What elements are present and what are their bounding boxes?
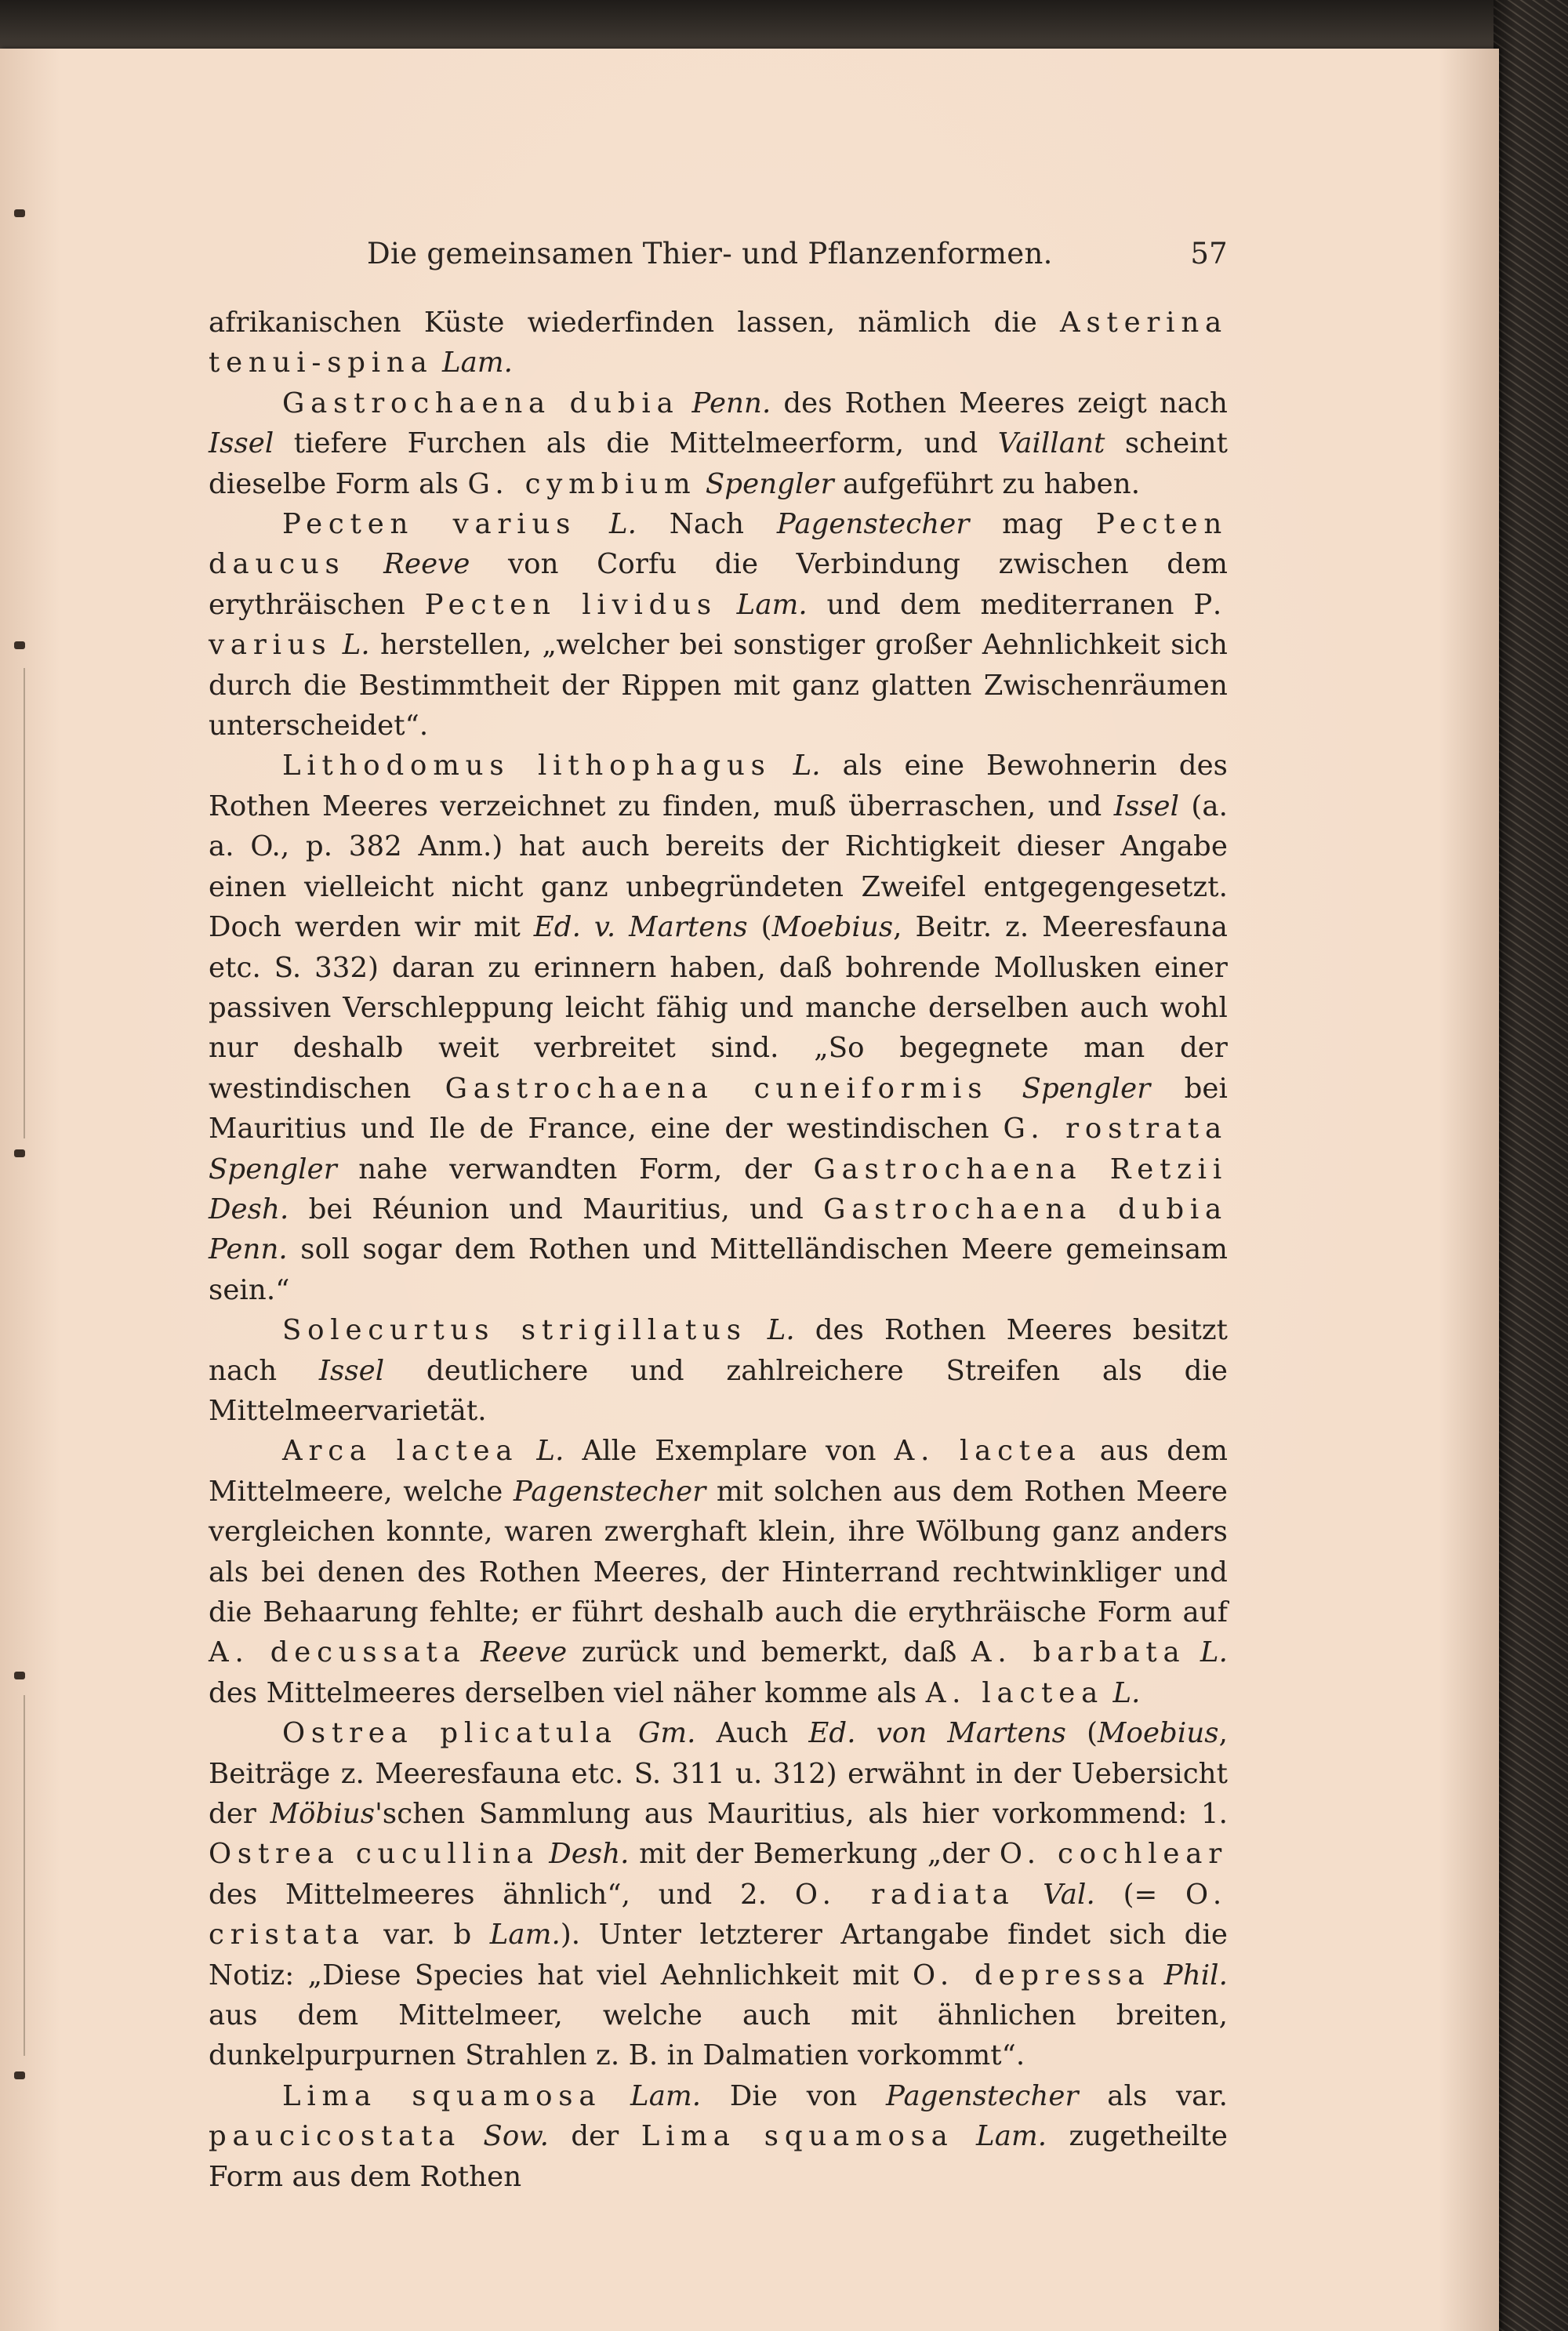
text-run bbox=[771, 750, 793, 782]
text-run: tiefere Furchen als die Mittelmeerform, und bbox=[274, 427, 998, 460]
running-header bbox=[367, 237, 1228, 273]
text-run: aufgeführt zu haben. bbox=[833, 467, 1141, 500]
text-run: ( bbox=[1065, 1717, 1098, 1750]
text-run: mag bbox=[969, 508, 1096, 541]
species-name: O. cochlear bbox=[999, 1838, 1228, 1871]
text-run: von Corfu die Verbindung zwischen dem erythräischen bbox=[209, 548, 1229, 621]
text-run bbox=[1150, 1959, 1163, 1992]
italic-citation: Lam. bbox=[489, 1919, 561, 1952]
italic-citation: Pagenstecher bbox=[513, 1475, 706, 1508]
species-name: A. lactea bbox=[925, 1676, 1105, 1709]
italic-citation: Lam. bbox=[441, 347, 514, 379]
species-name: Ostrea plicatula bbox=[282, 1717, 618, 1750]
species-name: A. barbata bbox=[971, 1636, 1186, 1669]
text-run: mit solchen aus dem Rothen Meere vergleichen konnte, waren zwerghaft klein, ihre Wölbung ganz anders als bei denen des Rothen Meeres, der Hinterrand rechtwinkliger und die Behaarung fehlte; er führt deshalb auch die erythräische Form auf bbox=[209, 1475, 1228, 1628]
text-run: zugetheilte Form aus dem Rothen bbox=[209, 2120, 1229, 2193]
italic-citation: Moebius bbox=[771, 911, 894, 944]
text-run bbox=[434, 347, 442, 379]
species-name: O. radiata bbox=[794, 1878, 1015, 1911]
text-run bbox=[1185, 1636, 1200, 1668]
species-name: Asterina tenui-spina bbox=[209, 307, 1228, 379]
binding-stitch bbox=[14, 1672, 25, 1679]
species-name: paucicostata bbox=[209, 2120, 462, 2153]
species-name: Pecten varius bbox=[282, 508, 577, 541]
text-run: des Mittelmeeres derselben viel näher komme als bbox=[209, 1676, 926, 1709]
paragraph bbox=[209, 1310, 1228, 1431]
species-name: Gastrochaena cuneiformis bbox=[445, 1072, 989, 1105]
paragraph bbox=[209, 383, 1228, 504]
italic-citation: Gm. bbox=[637, 1717, 696, 1750]
text-run: , Beitr. z. Meeresfauna etc. S. 332) daran zu erinnern haben, daß bohrende Mollusken einer passiven Verschleppung leicht fähig und manche derselben auch wohl nur deshalb weit verbreitet sind. „So begegnete man der westindischen bbox=[209, 911, 1228, 1105]
italic-citation: Vaillant bbox=[997, 427, 1105, 460]
species-name: G. rostrata bbox=[1003, 1113, 1228, 1146]
italic-citation: Reeve bbox=[480, 1636, 568, 1669]
italic-citation: Issel bbox=[209, 427, 274, 460]
species-name: Arca lactea bbox=[282, 1435, 519, 1468]
text-run: scheint dieselbe Form als bbox=[209, 427, 1228, 500]
species-name: Lima squamosa bbox=[641, 2120, 954, 2153]
text-run: des Rothen Meeres besitzt nach bbox=[209, 1314, 1228, 1387]
text-run: Alle Exemplare von bbox=[564, 1435, 895, 1468]
page-number: 57 bbox=[1190, 237, 1228, 270]
text-run bbox=[696, 468, 705, 500]
italic-citation: Lam. bbox=[630, 2079, 702, 2112]
italic-citation: Ed. von Martens bbox=[808, 1717, 1066, 1750]
text-run bbox=[988, 1073, 1022, 1105]
text-run bbox=[717, 589, 737, 621]
italic-citation: L. bbox=[1112, 1676, 1141, 1709]
text-run: ( bbox=[747, 911, 772, 944]
text-run: afrikanischen Küste wiederfinden lassen, nämlich die bbox=[209, 307, 1061, 339]
italic-citation: Lam. bbox=[736, 588, 808, 621]
text-run: soll sogar dem Rothen und Mittelländischen Meere gemeinsam sein.“ bbox=[209, 1233, 1228, 1306]
text-run: ). Unter letzterer Artangabe findet sich die Notiz: „Diese Species hat viel Aehnlichkeit mit bbox=[209, 1919, 1229, 1992]
species-name: G. cymbium bbox=[467, 467, 697, 500]
text-run: bei Réunion und Mauritius, und bbox=[289, 1193, 824, 1225]
text-run: , Beiträge z. Meeresfauna etc. S. 311 u. 312) erwähnt in der Uebersicht der bbox=[209, 1717, 1229, 1831]
text-run bbox=[680, 387, 692, 419]
italic-citation: Spengler bbox=[1022, 1072, 1151, 1105]
text-run bbox=[747, 1314, 768, 1346]
binding-stitch bbox=[14, 2071, 25, 2079]
text-run: (a. a. O., p. 382 Anm.) hat auch bereits der Richtigkeit dieser Angabe einen vielleicht nicht ganz unbegründeten Zweifel entgegengesetzt. Doch werden wir mit bbox=[209, 790, 1229, 944]
binding-stitch bbox=[14, 209, 25, 217]
text-run bbox=[461, 2120, 483, 2152]
italic-citation: Val. bbox=[1043, 1878, 1095, 1911]
book-cover-right-edge bbox=[1494, 0, 1568, 2331]
text-run: bei Mauritius und Ile de France, eine der westindischen bbox=[209, 1072, 1228, 1146]
running-header-title: Die gemeinsamen Thier- und Pflanzenformen. bbox=[367, 237, 1053, 270]
text-run: als eine Bewohnerin des Rothen Meeres verzeichnet zu finden, muß überraschen, und bbox=[209, 750, 1228, 822]
binding-stitch bbox=[14, 641, 25, 649]
italic-citation: L. bbox=[767, 1314, 795, 1347]
italic-citation: Spengler bbox=[705, 467, 834, 500]
italic-citation: Desh. bbox=[549, 1838, 630, 1871]
italic-citation: L. bbox=[793, 750, 821, 782]
paragraph bbox=[209, 303, 1228, 383]
text-run: zurück und bemerkt, daß bbox=[567, 1636, 971, 1669]
binding-thread bbox=[24, 1695, 25, 2056]
italic-citation: Pagenstecher bbox=[886, 2079, 1079, 2112]
italic-citation: Desh. bbox=[209, 1193, 289, 1225]
text-run bbox=[1104, 1677, 1112, 1709]
species-name: Pecten lividus bbox=[424, 588, 717, 621]
italic-citation: Penn. bbox=[209, 1233, 288, 1266]
italic-citation: Phil. bbox=[1163, 1959, 1228, 1992]
text-run bbox=[601, 2080, 630, 2112]
text-run: aus dem Mittelmeer, welche auch mit ähnlichen breiten, dunkelpurpurnen Strahlen z. B. in Dalmatien vorkommt“. bbox=[209, 1999, 1228, 2072]
paragraph bbox=[209, 2076, 1228, 2197]
text-run: Die von bbox=[701, 2079, 887, 2112]
text-run bbox=[518, 1435, 536, 1467]
text-run bbox=[466, 1636, 481, 1668]
species-name: Gastrochaena dubia bbox=[282, 387, 680, 419]
text-run: herstellen, „welcher bei sonstiger großer Aehnlichkeit sich durch die Bestimmtheit der Rippen mit ganz glatten Zwischenräumen unterscheidet“. bbox=[209, 629, 1228, 743]
body-text bbox=[209, 303, 1228, 2197]
text-run: Nach bbox=[637, 508, 777, 541]
species-name: P. varius bbox=[209, 588, 1228, 662]
italic-citation: L. bbox=[608, 508, 637, 541]
italic-citation: L. bbox=[536, 1435, 564, 1468]
text-run: var. b bbox=[365, 1919, 490, 1952]
binding-thread bbox=[24, 668, 25, 1138]
text-run bbox=[618, 1717, 638, 1749]
species-name: Gastrochaena Retzii bbox=[813, 1153, 1228, 1185]
binding-stitch bbox=[14, 1149, 25, 1157]
text-run: des Mittelmeeres ähnlich“, und 2. bbox=[209, 1878, 795, 1911]
species-name: O. depressa bbox=[913, 1959, 1151, 1992]
text-run: nahe verwandten Form, der bbox=[336, 1153, 814, 1185]
italic-citation: Penn. bbox=[691, 387, 771, 419]
species-name: Lima squamosa bbox=[282, 2079, 602, 2112]
text-run bbox=[576, 508, 609, 540]
italic-citation: Pagenstecher bbox=[776, 508, 970, 541]
text-run: und dem mediterranen bbox=[807, 588, 1194, 621]
italic-citation: Issel bbox=[318, 1354, 385, 1387]
italic-citation: Moebius bbox=[1098, 1717, 1219, 1750]
species-name: Gastrochaena dubia bbox=[823, 1193, 1228, 1225]
species-name: Lithodomus lithophagus bbox=[282, 750, 771, 782]
text-run: als var. bbox=[1078, 2079, 1228, 2112]
text-run bbox=[539, 1838, 550, 1870]
species-name: O. cristata bbox=[209, 1878, 1228, 1952]
text-run: aus dem Mittelmeere, welche bbox=[209, 1435, 1228, 1508]
paragraph bbox=[209, 746, 1228, 1310]
italic-citation: Lam. bbox=[976, 2120, 1047, 2153]
text-run: des Rothen Meeres zeigt nach bbox=[771, 387, 1228, 419]
text-run: der bbox=[548, 2120, 641, 2153]
italic-citation: Sow. bbox=[483, 2120, 549, 2153]
text-run: mit der Bemerkung „der bbox=[629, 1838, 1000, 1871]
text-run: Auch bbox=[695, 1717, 809, 1750]
paragraph bbox=[209, 504, 1228, 746]
species-name: A. decussata bbox=[209, 1636, 466, 1669]
italic-citation: Reeve bbox=[383, 548, 470, 581]
text-run: (= bbox=[1094, 1878, 1186, 1911]
species-name: A. lactea bbox=[894, 1435, 1082, 1468]
text-run: 'schen Sammlung aus Mauritius, als hier vorkommend: 1. bbox=[375, 1798, 1228, 1831]
italic-citation: Issel bbox=[1113, 790, 1180, 822]
text-run bbox=[346, 548, 384, 580]
species-name: Solecurtus strigillatus bbox=[282, 1314, 747, 1347]
text-run bbox=[1015, 1879, 1044, 1911]
italic-citation: Spengler bbox=[209, 1153, 337, 1185]
species-name: Ostrea cucullina bbox=[209, 1838, 539, 1871]
italic-citation: L. bbox=[1200, 1636, 1228, 1669]
paragraph bbox=[209, 1431, 1228, 1713]
italic-citation: L. bbox=[342, 629, 370, 662]
text-run bbox=[332, 629, 343, 661]
paragraph bbox=[209, 1713, 1228, 2076]
text-run: deutlichere und zahlreichere Streifen als die Mittelmeervarietät. bbox=[209, 1354, 1229, 1427]
italic-citation: Ed. v. Martens bbox=[533, 911, 748, 944]
italic-citation: Möbius bbox=[270, 1798, 376, 1831]
species-name: Pecten daucus bbox=[209, 508, 1228, 581]
text-run bbox=[954, 2120, 976, 2152]
